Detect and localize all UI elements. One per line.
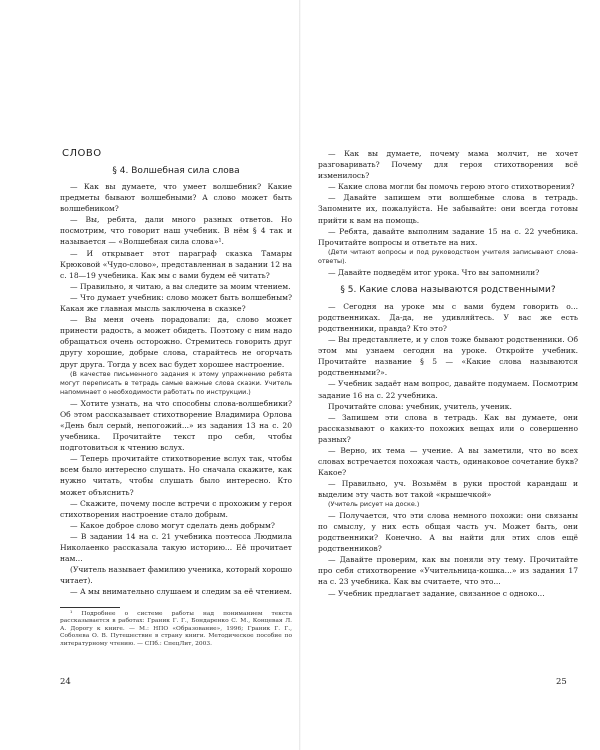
paragraph: — Скажите, почему после встречи с прохожим у героя стихотворения настроение стало добрым. (60, 498, 292, 519)
paragraph: — Вы, ребята, дали много разных ответов. Но посмотрим, что говорит наш учебник. В нём § 4 так и называется — «Волшебная сила слова»¹. (60, 215, 292, 247)
right-page (300, 0, 600, 750)
paragraph: — Что думает учебник: слово может быть волшебным? Какая же главная мысль заключена в сказке? (60, 292, 292, 314)
paragraph: Прочитайте слова: учебник, учитель, ученик. (328, 401, 512, 411)
paragraph: — Учебник задаёт нам вопрос, давайте подумаем. Посмотрим задание 16 на с. 22 учебника. (318, 379, 578, 400)
footnote: ¹ Подробнее о системе работы над пониманием текста рассказывается в работах: Граник Г. Г., Бондаренко С. М., Концевая Л. А. Дорогу к книге. — М.: НПО «Образование», 1996; Граник Г. Г., Соболева О. В. Путешествие в страну книги. Методическое пособие по литературному чтению. — СПб.: СпецЛит, 2003. (60, 610, 292, 647)
paragraph: — Правильно, уч. Возьмём в руки простой карандаш и выделим эту часть вот такой «крышечкой» (318, 479, 578, 500)
paragraph: — И открывает этот параграф сказка Тамары Крюковой «Чудо-слово», представленная в задании 12 на с. 18—19 учебника. Как мы с вами будем её читать? (60, 248, 292, 280)
teacher-note: (В качестве письменного задания к этому упражнению ребята могут переписать в тетрадь самые важные слова сказки. Учитель напоминает о необходимости работать по инструкции.) (60, 369, 292, 397)
teacher-note: (Дети читают вопросы и под руководством учителя записывают слова-ответы). (318, 247, 578, 266)
paragraph: — Вы представляете, и у слов тоже бывают родственники. Об этом мы узнаем сегодня на уроке. Откройте учебник. Прочитайте название § 5 — «Какие слова называются родственными?». (318, 335, 578, 378)
paragraph: — Получается, что эти слова немного похожи: они связаны по смыслу, у них есть общая часть уч. Может быть, они родственники? Конечно. А вы найти для этих слов ещё родственников? (318, 510, 578, 554)
paragraph: — В задании 14 на с. 21 учебника поэтесса Людмила Николаенко рассказала такую историю... Её прочитает нам... (60, 531, 292, 564)
paragraph: — Запишем эти слова в тетрадь. Как вы думаете, они рассказывают о каких-то похожих вещах или о совершенно разных? (318, 412, 578, 444)
paragraph: — Учебник предлагает задание, связанное с одноко... (328, 588, 545, 598)
teacher-note: (Учитель рисует на доске.) (328, 500, 420, 509)
paragraph: — Давайте запишем эти волшебные слова в тетрадь. Запомните их, пожалуйста. Не забывайте: они всегда готовы прийти к вам на помощь. (318, 193, 578, 225)
paragraph: — Теперь прочитайте стихотворение вслух так, чтобы всем было интересно слушать. Но сначала скажите, как нужно читать, чтобы слушать было интересно. Кто может объяснить? (60, 454, 292, 497)
page-number-right: 25 (556, 677, 567, 687)
paragraph: — Правильно, я читаю, а вы следите за моим чтением. (70, 281, 291, 291)
footnote-rule (60, 607, 120, 608)
paragraph: — Какие слова могли бы помочь герою этого стихотворения? (328, 182, 575, 192)
paragraph: — Верно, их тема — учение. А вы заметили, что во всех словах встречается похожая часть, одинаковое сочетание букв? Какое? (318, 445, 578, 478)
section-heading-4: § 4. Волшебная сила слова (112, 166, 240, 176)
paragraph: — Как вы думаете, что умеет волшебник? Какие предметы бывают волшебными? А слово может быть волшебником? (60, 182, 292, 214)
paragraph: — Давайте подведём итог урока. Что вы запомнили? (328, 267, 540, 277)
paragraph: — Давайте проверим, как вы поняли эту тему. Прочитайте про себя стихотворение «Учительница-кошка...» из задания 17 на с. 23 учебника. Как вы считаете, что это... (318, 555, 578, 587)
running-head: СЛОВО (62, 148, 102, 159)
paragraph: — Вы меня очень порадовали: да, слово может принести радость, а может обидеть. Поэтому с ним надо обращаться очень осторожно. Стремитесь говорить друг другу хорошие, добрые слова, старайтесь не огорчать друг друга. Тогда у всех вас будет хорошее настроение. (60, 315, 292, 369)
paragraph: — Какое доброе слово могут сделать день добрым? (70, 520, 275, 530)
paragraph: — А мы внимательно слушаем и следим за её чтением. (70, 587, 292, 597)
teacher-note: (Учитель называет фамилию ученика, который хорошо читает). (60, 565, 292, 586)
section-heading-5: § 5. Какие слова называются родственными? (340, 284, 556, 295)
paragraph: — Сегодня на уроке мы с вами будем говорить о... родственниках. Да-да, не удивляйтесь. У вас же есть родственники, правда? Кто это? (318, 301, 578, 333)
paragraph: — Как вы думаете, почему мама молчит, не хочет разговаривать? Почему для героя стихотворения всё изменилось? (318, 149, 578, 181)
paragraph: — Хотите узнать, на что способны слова-волшебники? Об этом рассказывает стихотворение Владимира Орлова «День был серый, непогожий...» из задания 13 на с. 20 учебника. Прочитайте текст про себя, чтобы подготовиться к чтению вслух. (60, 398, 292, 453)
page-number-left: 24 (60, 677, 71, 687)
paragraph: — Ребята, давайте выполним задание 15 на с. 22 учебника. Прочитайте вопросы и ответьте на них. (318, 226, 578, 247)
